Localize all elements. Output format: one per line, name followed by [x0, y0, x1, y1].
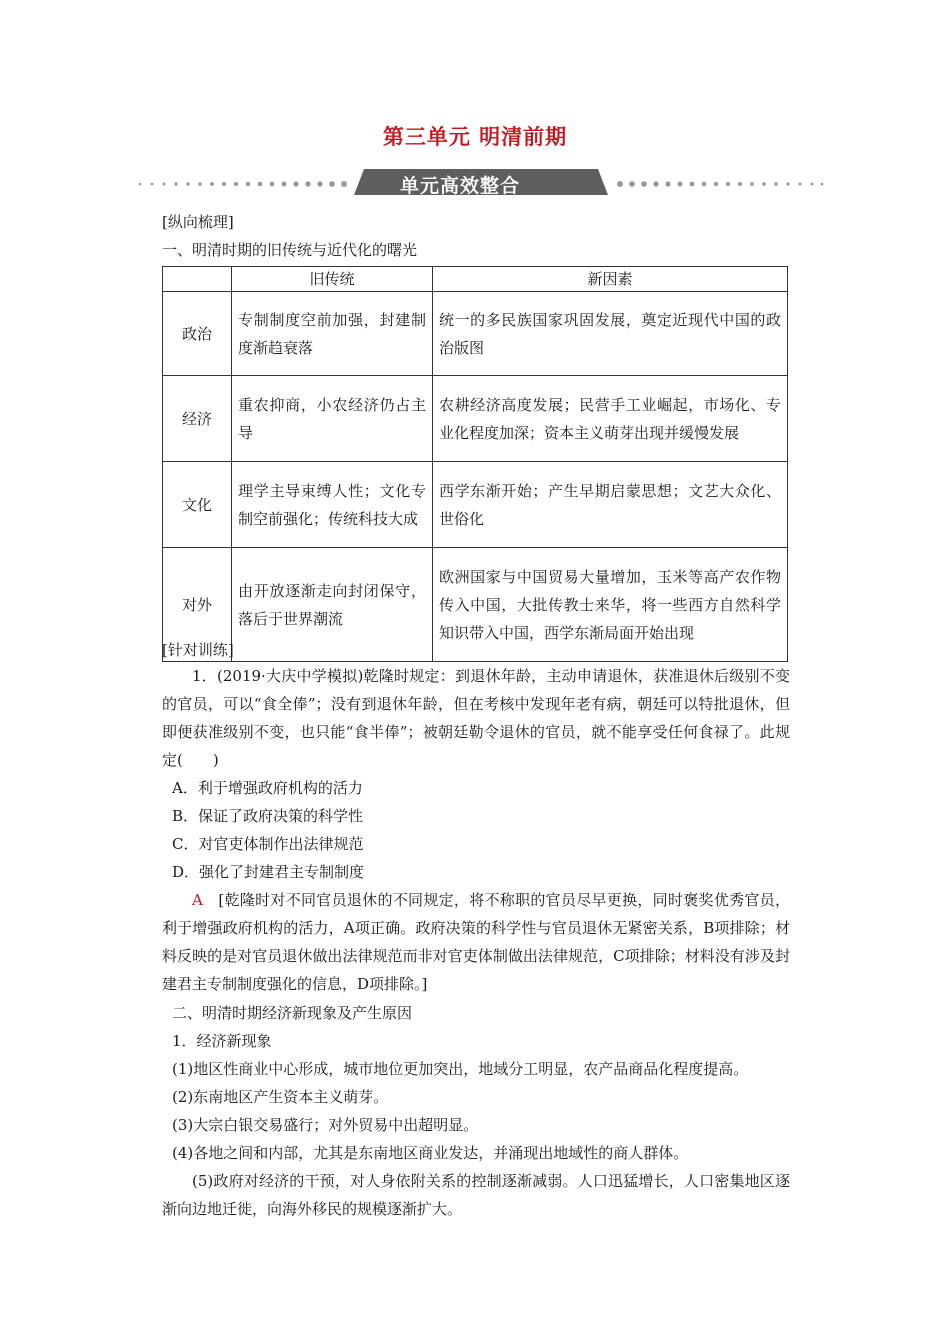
row-new: 统一的多民族国家巩固发展，奠定近现代中国的政治版图 [433, 292, 788, 376]
answer-text: [乾隆时对不同官员退休的不同规定，将不称职的官员尽早更换，同时褒奖优秀官员，利于增强政府机构的活力，A项正确。政府决策的科学性与官员退休无紧密关系，B项排除；材料反映的是对官员退休做出法律规范而非对官吏体制做出法律规范，C项排除；材料没有涉及封建君主专制制度强化的信息，D项排除。] [162, 891, 790, 993]
row-new: 欧洲国家与中国贸易大量增加，玉米等高产农作物传入中国，大批传教士来华，将一些西方自然科学知识带入中国，西学东渐局面开始出现 [433, 548, 788, 662]
page-title: 第三单元 明清前期 [382, 125, 568, 149]
option-b: B．保证了政府决策的科学性 [172, 807, 364, 825]
row-category: 政治 [163, 292, 232, 376]
option-c: C．对官吏体制作出法律规范 [172, 835, 364, 853]
comparison-table [162, 266, 788, 662]
row-category: 经济 [163, 376, 232, 462]
question-text: 1．(2019·大庆中学模拟)乾隆时规定：到退休年龄，主动申请退休，获准退休后级别不变的官员，可以“食全俸”；没有到退休年龄，但在考核中发现年老有病，朝廷可以特批退休，但即便获准级别不变，也只能“食半俸”；被朝廷勒令退休的官员，就不能享受任何食禄了。此规定( ) [162, 667, 790, 769]
list-item: (3)大宗白银交易盛行；对外贸易中出超明显。 [172, 1116, 479, 1134]
table-row [163, 292, 788, 376]
table-header-blank [163, 267, 232, 292]
row-category: 对外 [163, 548, 232, 662]
table-header-new: 新因素 [433, 267, 788, 292]
subheading-1: 1．经济新现象 [172, 1032, 272, 1050]
left-dot-row [139, 181, 347, 187]
table-header-row [163, 267, 788, 292]
right-dot-row [617, 181, 823, 187]
heading-2: 二、明清时期经济新现象及产生原因 [172, 1004, 413, 1022]
row-new: 农耕经济高度发展；民营手工业崛起，市场化、专业化程度加深；资本主义萌芽出现并缓慢发展 [433, 376, 788, 462]
list-item: (2)东南地区产生资本主义萌芽。 [172, 1088, 389, 1106]
row-category: 文化 [163, 462, 232, 548]
banner-title: 单元高效整合 [399, 175, 520, 197]
option-a: A．利于增强政府机构的活力 [172, 779, 363, 797]
row-old: 理学主导束缚人性；文化专制空前强化；传统科技大成 [232, 462, 433, 548]
table-header-old: 旧传统 [232, 267, 433, 292]
heading-1: 一、明清时期的旧传统与近代化的曙光 [162, 241, 418, 259]
row-new: 西学东渐开始；产生早期启蒙思想；文艺大众化、世俗化 [433, 462, 788, 548]
section-label: [纵向梳理] [162, 213, 234, 231]
table-row [163, 376, 788, 462]
row-old: 由开放逐渐走向封闭保守，落后于世界潮流 [232, 548, 433, 662]
list-item: (5)政府对经济的干预，对人身依附关系的控制逐渐减弱。人口迅猛增长，人口密集地区逐渐向边地迁徙，向海外移民的规模逐渐扩大。 [162, 1172, 790, 1218]
table-row [163, 548, 788, 662]
list-item: (1)地区性商业中心形成，城市地位更加突出，地域分工明显，农产品商品化程度提高。 [172, 1060, 749, 1078]
answer-letter: A [192, 891, 203, 909]
training-label: [针对训练] [162, 641, 234, 659]
row-old: 专制制度空前加强，封建制度渐趋衰落 [232, 292, 433, 376]
option-d: D．强化了封建君主专制制度 [172, 863, 365, 881]
answer-explanation [162, 886, 790, 998]
list-item: (4)各地之间和内部，尤其是东南地区商业发达，并涌现出地域性的商人群体。 [172, 1144, 689, 1162]
table-row [163, 462, 788, 548]
row-old: 重农抑商，小农经济仍占主导 [232, 376, 433, 462]
